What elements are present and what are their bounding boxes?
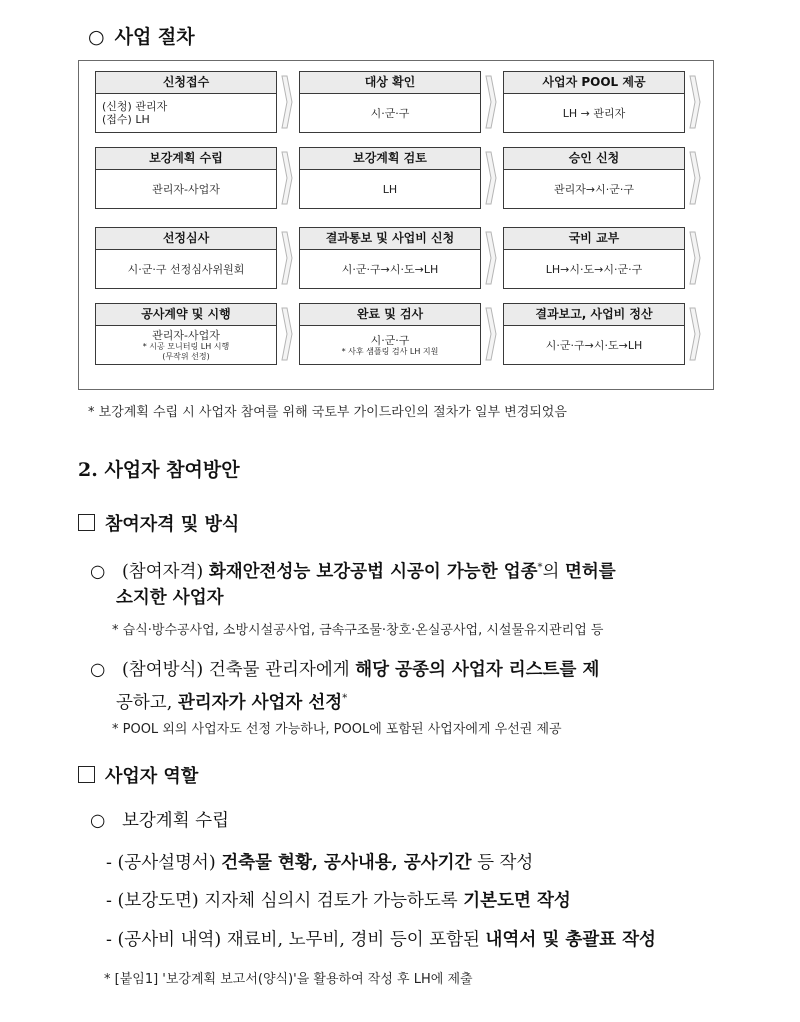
flow-step-title: 국비 교부 — [504, 228, 684, 250]
chevron-right-icon — [689, 151, 701, 205]
flow-step-title: 공사계약 및 시행 — [96, 304, 276, 326]
role-item-rest: 등 작성 — [477, 853, 534, 873]
flow-step — [95, 303, 277, 365]
flow-step — [503, 303, 685, 365]
role-item-label: (공사비 내역) — [117, 930, 222, 950]
role-item-1: - (공사설명서) 건축물 현황, 공사내용, 공사기간 등 작성 — [106, 853, 534, 873]
method-text: 건축물 관리자에게 — [208, 660, 350, 680]
chevron-right-icon — [281, 151, 293, 205]
role-item-3: - (공사비 내역) 재료비, 노무비, 경비 등이 포함된 내역서 및 총괄표 작성 — [106, 930, 656, 950]
method-label: (참여방식) — [121, 660, 204, 680]
subsection-role-text: 사업자 역할 — [105, 766, 199, 787]
flow-step — [95, 147, 277, 209]
procedure-flowchart — [78, 60, 714, 390]
flow-step-line: 시·군·구→시·도→LH — [341, 262, 439, 276]
role-note: * [붙임1] '보강계획 보고서(양식)'을 활용하여 작성 후 LH에 제출 — [104, 972, 473, 987]
flow-step-body — [300, 250, 480, 288]
square-bullet-icon — [78, 514, 95, 531]
role-item-bold: 기본도면 작성 — [463, 891, 571, 911]
subsection-role — [78, 762, 198, 788]
method-line-2 — [116, 684, 347, 718]
role-item-label: (보강도면) — [117, 891, 199, 911]
footnote-mark: * — [537, 562, 543, 573]
flow-step-title: 보강계획 수립 — [96, 148, 276, 170]
flow-step-title: 보강계획 검토 — [300, 148, 480, 170]
flow-step — [299, 71, 481, 133]
flow-step — [95, 227, 277, 289]
flow-step-title: 승인 신청 — [504, 148, 684, 170]
flow-step — [503, 147, 685, 209]
role-title: 보강계획 수립 — [121, 811, 229, 831]
role-heading — [90, 806, 229, 836]
flow-step-line: LH → 관리자 — [562, 106, 626, 120]
flow-step — [503, 71, 685, 133]
flow-step-body — [96, 94, 276, 132]
flow-step — [299, 147, 481, 209]
flow-step-body — [504, 170, 684, 208]
flow-step-line: (접수) LH — [102, 113, 150, 126]
method-line-1 — [90, 655, 599, 685]
footnote-mark: * — [342, 693, 348, 704]
flow-note: * 보강계획 수립 시 사업자 참여를 위해 국토부 가이드라인의 절차가 일부 변경되었음 — [88, 405, 567, 420]
qualification-bold: 화재안전성능 보강공법 시공이 가능한 업종 — [208, 561, 538, 582]
flow-step-body — [300, 326, 480, 364]
flow-step-subnote: * 사후 샘플링 검사 LH 지원 — [341, 346, 439, 356]
flow-step-title: 대상 확인 — [300, 72, 480, 94]
role-item-label: (공사설명서) — [117, 853, 216, 873]
flow-step-title: 사업자 POOL 제공 — [504, 72, 684, 94]
circle-bullet-icon: ○ — [90, 660, 106, 680]
flow-step-body — [96, 170, 276, 208]
subsection-qualification-text: 참여자격 및 방식 — [105, 514, 240, 535]
flow-step-subnote: (무작위 선정) — [162, 351, 210, 361]
flow-step-title: 완료 및 검사 — [300, 304, 480, 326]
flow-step-body — [504, 94, 684, 132]
flow-step-line: 시·군·구→시·도→LH — [545, 338, 643, 352]
flow-step-body — [300, 94, 480, 132]
role-item-rest: 지자체 심의시 검토가 가능하도록 — [204, 891, 458, 911]
qualification-label: (참여자격) — [121, 561, 204, 582]
method-line2-bold: 관리자가 사업자 선정 — [177, 692, 343, 713]
circle-bullet-icon: ○ — [90, 811, 106, 831]
role-item-bold: 내역서 및 총괄표 작성 — [485, 930, 656, 950]
flow-step — [299, 227, 481, 289]
flow-step-title: 결과보고, 사업비 정산 — [504, 304, 684, 326]
circle-bullet-icon: ○ — [90, 561, 106, 582]
flow-step-body — [504, 326, 684, 364]
role-item-rest: 재료비, 노무비, 경비 등이 포함된 — [226, 930, 480, 950]
circle-bullet-icon: ○ — [88, 26, 105, 48]
chevron-right-icon — [689, 231, 701, 285]
method-line2-start: 공하고, — [116, 692, 173, 713]
chevron-right-icon — [485, 75, 497, 129]
square-bullet-icon — [78, 766, 95, 783]
flow-step-line: (신청) 관리자 — [102, 100, 168, 113]
role-item-2: - (보강도면) 지자체 심의시 검토가 가능하도록 기본도면 작성 — [106, 891, 571, 911]
flow-step — [503, 227, 685, 289]
qualification-line-2: 소지한 사업자 — [116, 588, 224, 608]
chevron-right-icon — [485, 307, 497, 361]
chevron-right-icon — [485, 231, 497, 285]
section-title-text: 사업 절차 — [114, 26, 195, 48]
chevron-right-icon — [689, 75, 701, 129]
role-item-bold: 건축물 현황, 공사내용, 공사기간 — [221, 853, 472, 873]
qualification-bold-end: 면허를 — [565, 561, 616, 582]
flow-step-body — [96, 326, 276, 364]
chevron-right-icon — [281, 231, 293, 285]
subsection-qualification — [78, 510, 239, 536]
method-bold: 해당 공종의 사업자 리스트를 제 — [355, 660, 600, 680]
flow-step-line: LH — [382, 182, 398, 196]
flow-step — [95, 71, 277, 133]
section-title — [88, 22, 195, 49]
flow-step-line: LH→시·도→시·군·구 — [545, 262, 643, 276]
flow-step-line: 시·군·구 선정심사위원회 — [127, 262, 245, 276]
qualification-mid: 의 — [542, 561, 560, 582]
flow-step-line: 시·군·구 — [370, 106, 410, 120]
flow-step-line: 관리자-사업자 — [152, 182, 220, 196]
heading-participation: 2. 사업자 참여방안 — [78, 459, 240, 481]
flow-step-line: 시·군·구 — [370, 333, 410, 347]
chevron-right-icon — [485, 151, 497, 205]
flow-step-line: 관리자→시·군·구 — [554, 182, 634, 196]
chevron-right-icon — [281, 307, 293, 361]
flow-step-title: 신청접수 — [96, 72, 276, 94]
flow-step-title: 결과통보 및 사업비 신청 — [300, 228, 480, 250]
chevron-right-icon — [281, 75, 293, 129]
qualification-line-1 — [90, 553, 616, 587]
chevron-right-icon — [689, 307, 701, 361]
qualification-note: * 습식·방수공사업, 소방시설공사업, 금속구조물·창호·온실공사업, 시설물유지관리업 등 — [112, 623, 604, 638]
flow-step-line: 관리자-사업자 — [152, 328, 220, 342]
flow-step-title: 선정심사 — [96, 228, 276, 250]
flow-step-body — [300, 170, 480, 208]
method-note: * POOL 외의 사업자도 선정 가능하나, POOL에 포함된 사업자에게 우선권 제공 — [112, 722, 562, 737]
flow-step — [299, 303, 481, 365]
flow-step-body — [96, 250, 276, 288]
flow-step-body — [504, 250, 684, 288]
flow-step-subnote: * 시공 모니터링 LH 시행 — [142, 341, 230, 351]
